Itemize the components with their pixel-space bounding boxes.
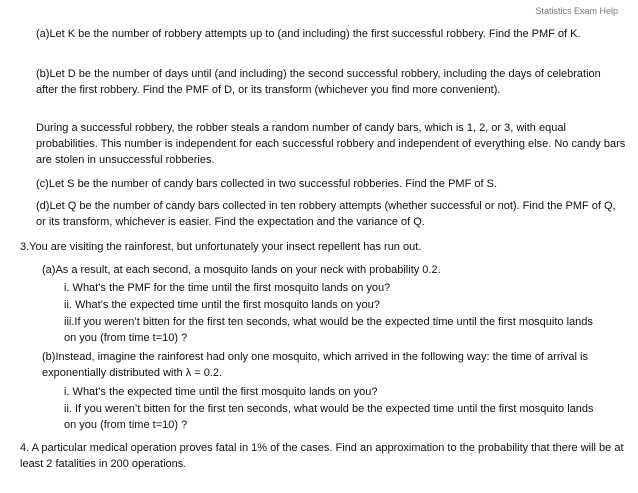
question-3b-i: i. What’s the expected time until the first mosquito lands on you? [64, 386, 378, 398]
problem-c: (c)Let S be the number of candy bars collected in two successful robberies. Find the PMF of S. [36, 178, 497, 190]
problem-context: During a successful robbery, the robber steals a random number of candy bars, which is 1, 2, or 3, with equal probabilities. This number is independent for each successful robbery and independent of everything else. No candy bars are stolen in unsuccessful robberies. [36, 122, 626, 166]
question-3a-ii: ii. What’s the expected time until the first mosquito lands on you? [64, 299, 380, 311]
question-3a: (a)As a result, at each second, a mosquito lands on your neck with probability 0.2. [42, 264, 441, 276]
question-3: 3.You are visiting the rainforest, but unfortunately your insect repellent has run out. [20, 241, 422, 253]
question-3b: (b)Instead, imagine the rainforest had only one mosquito, which arrived in the following way: the time of arrival is exponentially distributed with λ = 0.2. [42, 351, 588, 379]
site-title: Statistics Exam Help [535, 6, 618, 16]
problem-a: (a)Let K be the number of robbery attempts up to (and including) the first successful robbery. Find the PMF of K. [36, 28, 581, 40]
question-3b-ii: ii. If you weren’t bitten for the first ten seconds, what would be the expected time until the first mosquito lands on you (from time t=10) ? [64, 403, 594, 431]
question-4: 4. A particular medical operation proves fatal in 1% of the cases. Find an approximation to the probability that there will be at least 2 fatalities in 200 operations. [20, 442, 624, 470]
problem-b: (b)Let D be the number of days until (and including) the second successful robbery, including the days of celebration after the first robbery. Find the PMF of D, or its transform (whichever you find more convenient). [36, 68, 601, 96]
problem-d: (d)Let Q be the number of candy bars collected in ten robbery attempts (whether successful or not). Find the PMF of Q, or its transform, whichever is easier. Find the expectation and the variance of Q. [36, 200, 616, 228]
question-3a-i: i. What’s the PMF for the time until the first mosquito lands on you? [64, 282, 391, 294]
question-3a-iii: iii.If you weren’t bitten for the first ten seconds, what would be the expected time until the first mosquito lands on you (from time t=10) ? [64, 316, 593, 344]
